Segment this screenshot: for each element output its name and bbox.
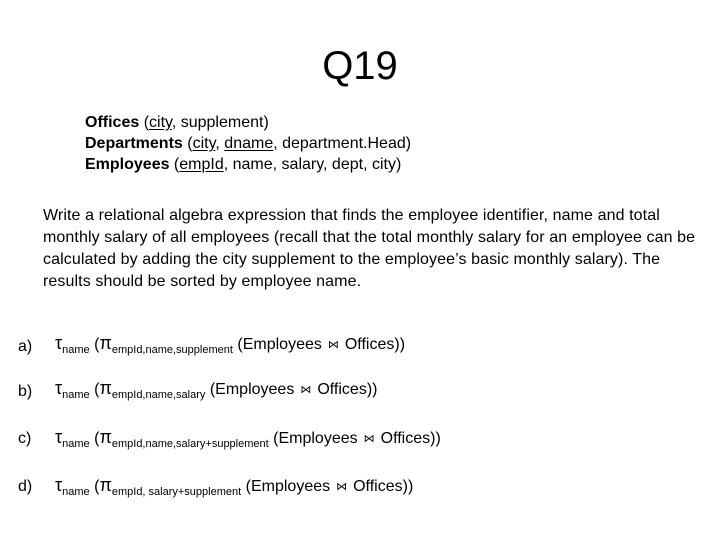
pi-subscript: empId,name,supplement — [111, 344, 233, 356]
option-letter-b: b) — [18, 383, 33, 400]
key-attribute: dname — [224, 135, 274, 152]
option-letter-a: a) — [18, 338, 33, 355]
schema-block — [85, 112, 411, 175]
pi-subscript: empId,name,salary+supplement — [111, 438, 269, 450]
relation-name: Departments — [85, 135, 183, 152]
tau-subscript: name — [62, 486, 90, 498]
pi-symbol: π — [99, 475, 112, 495]
tau-subscript: name — [62, 344, 90, 356]
option-b-expression[interactable]: $\tau_{name}$ ($\pi_{empId,name,salary}$ (Employees ⋈ Offices)) — [55, 378, 378, 401]
schema-departments: Departments (city, dname, department.Head) — [85, 135, 412, 152]
pi-symbol: π — [99, 333, 112, 353]
pi-subscript: empId, salary+supplement — [111, 486, 242, 498]
key-attribute: city — [192, 135, 216, 152]
tau-symbol: τ — [55, 378, 63, 398]
question-text: Write a relational algebra expression that finds the employee identifier, name and total monthly salary of all employees (recall that the total monthly salary for an employee can be calculated by adding the city supplement to the employee’s basic monthly salary). The results should be sorted by employee name. — [43, 207, 696, 290]
tau-subscript: name — [62, 389, 90, 401]
tau-symbol: τ — [55, 333, 63, 353]
tau-symbol: τ — [55, 427, 63, 447]
option-a-expression[interactable]: $\tau_{name}$ ($\pi_{empId,name,supplement}$ (Employees ⋈ Offices)) — [55, 333, 406, 356]
pi-symbol: π — [99, 427, 112, 447]
pi-symbol: π — [99, 378, 112, 398]
page-title: Q19 — [322, 44, 398, 88]
join-icon: ⋈ — [327, 339, 339, 351]
option-c-expression[interactable]: $\tau_{name}$ ($\pi_{empId,name,salary+supplement}$ (Employees ⋈ Offices)) — [55, 427, 441, 450]
option-letter-c: c) — [18, 430, 32, 447]
schema-offices: Offices (city, supplement) — [85, 114, 269, 131]
join-icon: ⋈ — [363, 433, 375, 445]
option-d-expression[interactable]: $\tau_{name}$ ($\pi_{empId, salary+supplement}$ (Employees ⋈ Offices)) — [55, 475, 414, 498]
tau-subscript: name — [62, 438, 90, 450]
key-attribute: empId — [179, 156, 224, 173]
pi-subscript: empId,name,salary — [111, 389, 206, 401]
key-attribute: city — [149, 114, 172, 131]
join-icon: ⋈ — [300, 384, 312, 396]
relation-name: Offices — [85, 114, 140, 131]
schema-employees: Employees (empId, name, salary, dept, city) — [85, 156, 402, 173]
option-letter-d: d) — [18, 478, 33, 495]
relation-name: Employees — [85, 156, 170, 173]
join-icon: ⋈ — [336, 481, 348, 493]
tau-symbol: τ — [55, 475, 63, 495]
